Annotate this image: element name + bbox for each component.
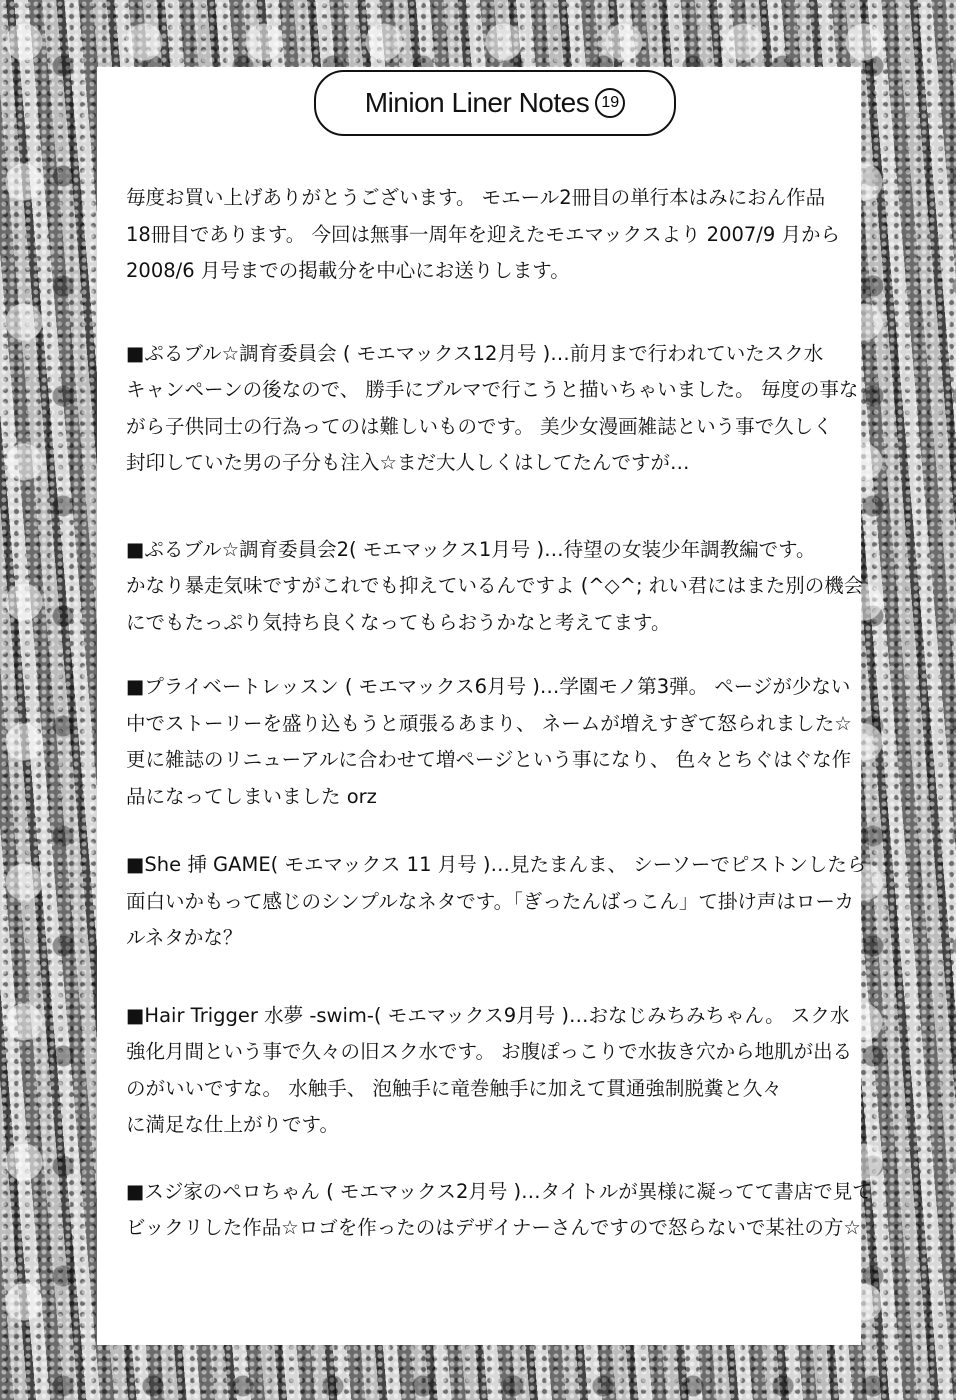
volume-number: 19 [595, 88, 625, 118]
paragraph-private-lesson [126, 669, 852, 815]
text-line: がら子供同士の行為ってのは難しいものです。 美少女漫画雑誌という事で久しく [126, 414, 833, 438]
text-line: かなり暴走気味ですがこれでも抑えているんですよ (^◇^; れい君にはまた別の機会 [126, 574, 864, 597]
text-line: ■ぷるブル☆調育委員会 ( モエマックス12月号 )…前月まで行われていたスク水 [126, 341, 824, 365]
text-line: 面白いかもって感じのシンプルなネタです。「ぎったんばっこん」て掛け声はローカ [126, 889, 855, 913]
paragraph-purubulu-1 [126, 336, 859, 482]
text-line: にでもたっぷり気持ち良くなってもらおうかなと考えてます。 [126, 610, 671, 634]
text-line: 封印していた男の子分も注入☆まだ大人しくはしてたんですが… [126, 451, 690, 474]
title-badge [314, 70, 676, 136]
text-line: ■スジ家のペロちゃん ( モエマックス2月号 )…タイトルが異様に凝ってて書店で見て [126, 1179, 872, 1203]
text-line: ルネタかな？ [126, 926, 243, 949]
paragraph-intro [126, 180, 846, 290]
paragraph-purubulu-2 [126, 532, 864, 642]
text-line: ビックリした作品☆ロゴを作ったのはデザイナーさんですので怒らないで某社の方☆ [126, 1216, 861, 1239]
paragraph-she-game [126, 847, 867, 957]
liner-notes-body [126, 180, 872, 1247]
text-line: 毎度お買い上げありがとうございます。 モエール2冊目の単行本はみにおん作品 [126, 186, 826, 209]
text-line: 18冊目であります。 今回は無事一周年を迎えたモエマックスより 2007/9 月から [126, 222, 840, 246]
text-line: のがいいですな。 水触手、 泡触手に竜巻触手に加えて貫通強制脱糞と久々 [126, 1076, 782, 1100]
text-line: ■ぷるブル☆調育委員会2( モエマックス1月号 )…待望の女装少年調教編です。 [126, 537, 816, 561]
text-line: 中でストーリーを盛り込もうと頑張るあまり、 ネームが増えすぎて怒られました☆ [126, 711, 852, 735]
page-title: Minion Liner Notes [364, 87, 590, 118]
text-line: 2008/6 月号までの掲載分を中心にお送りします。 [126, 259, 570, 282]
text-line: 品になってしまいました orz [126, 784, 377, 808]
text-line: に満足な仕上がりです。 [126, 1113, 339, 1136]
text-line: ■She 挿 GAME( モエマックス 11 月号 )…見たまんま、 シーソーでピストンしたら [126, 853, 867, 876]
text-line: キャンペーンの後なので、 勝手にブルマで行こうと描いちゃいました。 毎度の事な [126, 378, 859, 401]
text-line: ■Hair Trigger 水夢 -swim-( モエマックス9月号 )…おなじみちみちゃん。 スク水 [126, 1003, 850, 1027]
text-line: 強化月間という事で久々の旧スク水です。 お腹ぽっこりで水抜き穴から地肌が出る [126, 1040, 853, 1063]
text-line: ■プライベートレッスン ( モエマックス6月号 )…学園モノ第3弾。 ページが少ない [126, 675, 851, 698]
paragraph-hair-trigger [126, 998, 853, 1144]
text-line: 更に雑誌のリニューアルに合わせて増ページという事になり、 色々とちぐはぐな作 [126, 748, 852, 771]
paragraph-suji-pero [126, 1174, 872, 1247]
